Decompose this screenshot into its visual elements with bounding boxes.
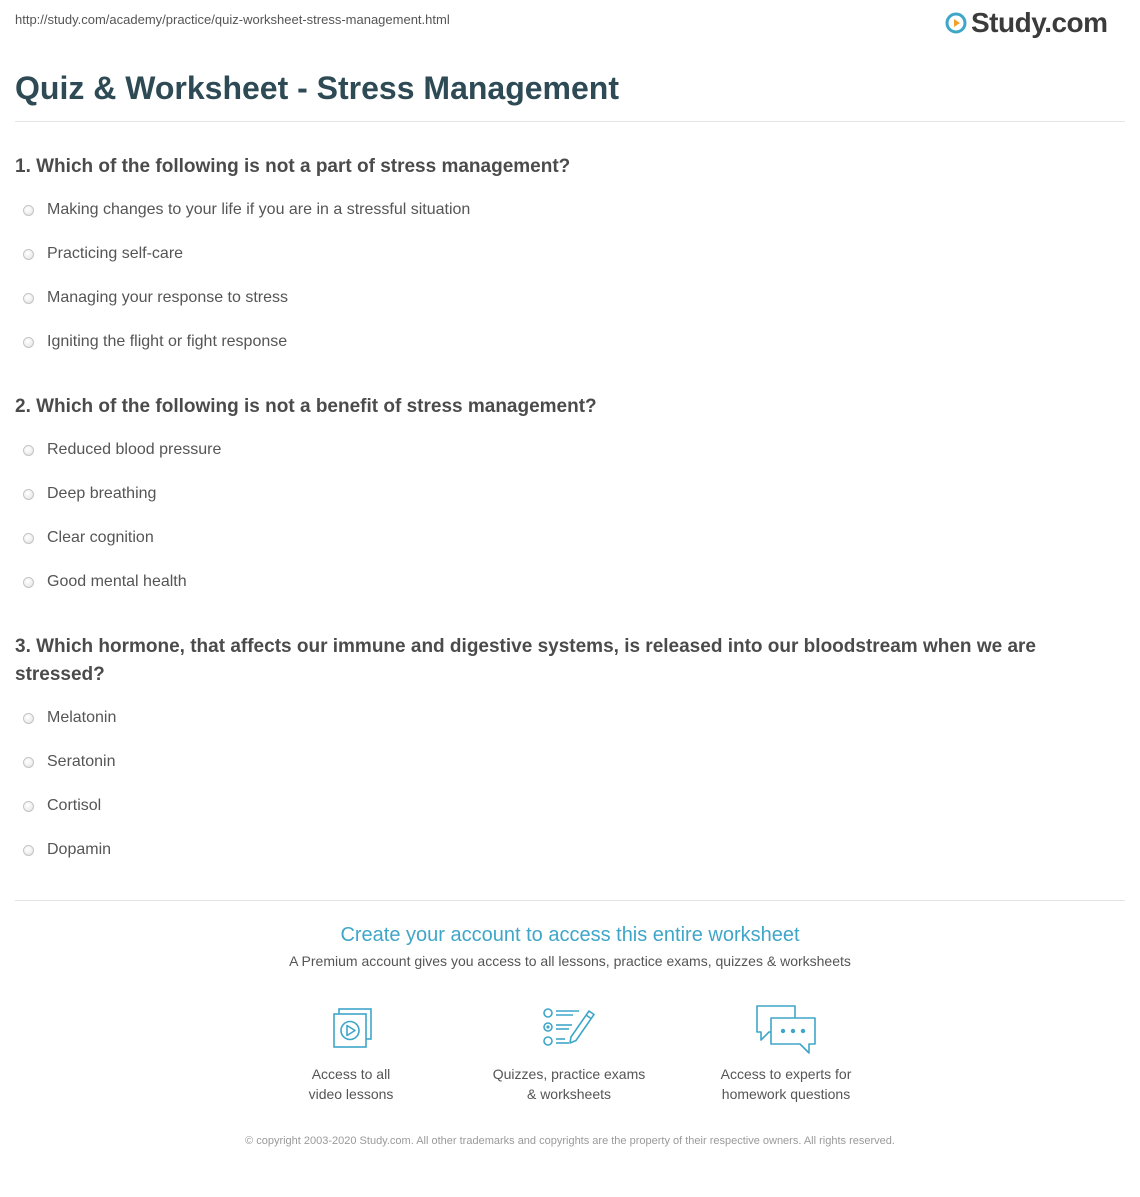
section-divider — [15, 900, 1125, 901]
answer-label: Deep breathing — [47, 485, 157, 502]
logo-text: Study.com — [971, 7, 1108, 38]
quiz-checklist-icon — [539, 1004, 599, 1052]
answer-label: Good mental health — [47, 573, 187, 590]
answer-option[interactable] — [23, 243, 183, 265]
answer-option[interactable] — [23, 571, 187, 593]
answer-label: Clear cognition — [47, 529, 154, 546]
radio-button[interactable] — [23, 249, 34, 260]
feature-label: Quizzes, practice exams & worksheets — [492, 1066, 646, 1102]
video-lessons-icon — [321, 1004, 381, 1052]
question-text: 2. Which of the following is not a benefit of stress management? — [15, 396, 597, 417]
radio-button[interactable] — [23, 801, 34, 812]
play-circle-icon — [945, 12, 967, 34]
answer-label: Melatonin — [47, 709, 117, 726]
question-1 — [15, 153, 1125, 181]
answer-label: Dopamin — [47, 841, 112, 858]
answer-option[interactable] — [23, 331, 287, 353]
page-url: http://study.com/academy/practice/quiz-worksheet-stress-management.html — [15, 12, 450, 27]
question-3 — [15, 633, 1125, 689]
title-divider — [15, 121, 1125, 122]
premium-description: A Premium account gives you access to all lessons, practice exams, quizzes & worksheets — [289, 953, 851, 969]
answer-label: Cortisol — [47, 797, 102, 814]
create-account-link[interactable]: Create your account to access this entire worksheet — [340, 924, 800, 946]
answer-option[interactable] — [23, 707, 116, 729]
page-title: Quiz & Worksheet - Stress Management — [15, 70, 619, 106]
feature-experts — [696, 1004, 876, 1104]
feature-label: Access to experts for homework questions — [720, 1066, 852, 1102]
answer-option[interactable] — [23, 439, 221, 461]
feature-label: Access to all video lessons — [308, 1066, 394, 1102]
radio-button[interactable] — [23, 577, 34, 588]
radio-button[interactable] — [23, 533, 34, 544]
radio-button[interactable] — [23, 757, 34, 768]
answer-label: Practicing self-care — [47, 245, 184, 262]
answer-label: Seratonin — [47, 753, 116, 770]
answer-label: Reduced blood pressure — [47, 441, 222, 458]
radio-button[interactable] — [23, 713, 34, 724]
feature-quizzes — [479, 1004, 659, 1104]
copyright-notice: © copyright 2003-2020 Study.com. All other trademarks and copyrights are the property of their respective owners. All rights reserved. — [245, 1135, 895, 1147]
answer-option[interactable] — [23, 287, 288, 309]
radio-button[interactable] — [23, 205, 34, 216]
radio-button[interactable] — [23, 337, 34, 348]
radio-button[interactable] — [23, 489, 34, 500]
radio-button[interactable] — [23, 445, 34, 456]
answer-label: Making changes to your life if you are in a stressful situation — [47, 201, 471, 218]
answer-option[interactable] — [23, 795, 101, 817]
feature-video-lessons — [261, 1004, 441, 1104]
question-text: 3. Which hormone, that affects our immune and digestive systems, is released into our bloodstream when we are stressed? — [15, 636, 1036, 685]
answer-option[interactable] — [23, 483, 156, 505]
study-logo[interactable] — [945, 7, 1108, 39]
answer-option[interactable] — [23, 751, 116, 773]
answer-label: Managing your response to stress — [47, 289, 289, 306]
answer-option[interactable] — [23, 199, 470, 221]
question-text: 1. Which of the following is not a part of stress management? — [15, 156, 571, 177]
radio-button[interactable] — [23, 845, 34, 856]
answer-option[interactable] — [23, 839, 111, 861]
question-2 — [15, 393, 1125, 421]
chat-bubbles-icon — [751, 1004, 821, 1056]
radio-button[interactable] — [23, 293, 34, 304]
answer-label: Igniting the flight or fight response — [47, 333, 288, 350]
answer-option[interactable] — [23, 527, 154, 549]
